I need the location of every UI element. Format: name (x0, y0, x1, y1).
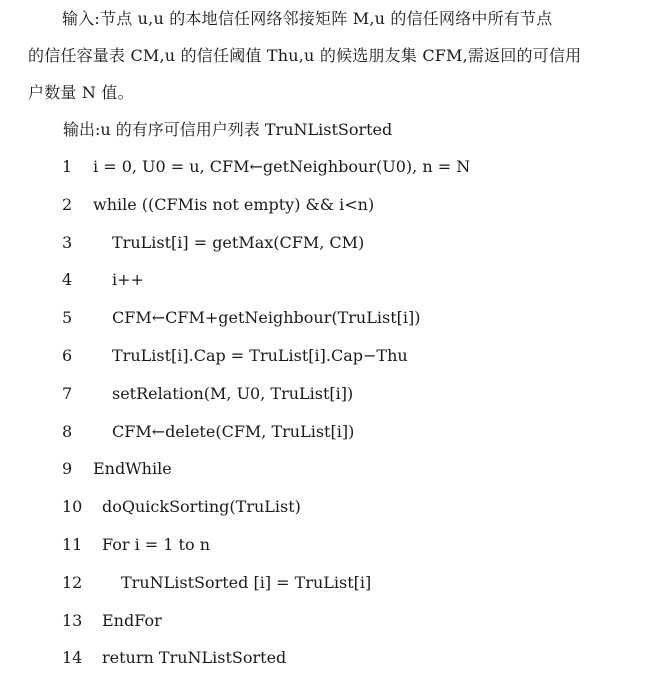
step-number: 11 (62, 534, 83, 554)
algorithm-step (0, 303, 662, 341)
step-number: 2 (62, 194, 73, 214)
input-line-3: 户数量 N 值。 (28, 83, 134, 102)
algorithm-step (0, 190, 662, 228)
algorithm-step (0, 530, 662, 568)
step-number: 3 (62, 232, 73, 252)
step-number: 13 (62, 610, 83, 630)
step-number: 8 (62, 421, 73, 441)
step-code: while ((CFMis not empty) && i<n) (93, 194, 375, 214)
algorithm-steps (0, 152, 662, 681)
algorithm-step (0, 265, 662, 303)
algorithm-step (0, 643, 662, 681)
step-number: 4 (62, 270, 73, 290)
step-code: i = 0, U0 = u, CFM←getNeighbour(U0), n = N (93, 157, 471, 176)
step-code: TruList[i] = getMax(CFM, CM) (112, 232, 365, 252)
output-description: 输出:u 的有序可信用户列表 TruNListSorted (63, 120, 393, 139)
step-number: 10 (62, 497, 83, 517)
algorithm-step (0, 341, 662, 379)
step-code: For i = 1 to n (102, 534, 211, 554)
algorithm-step (0, 454, 662, 492)
algorithm-step (0, 606, 662, 644)
step-code: doQuickSorting(TruList) (102, 497, 301, 517)
step-code: TruList[i].Cap = TruList[i].Cap−Thu (112, 345, 408, 365)
step-number: 7 (62, 383, 73, 403)
step-number: 5 (62, 308, 73, 328)
step-code: EndFor (102, 610, 162, 630)
algorithm-step (0, 228, 662, 266)
algorithm-step (0, 379, 662, 417)
step-number: 9 (62, 459, 73, 479)
step-number: 14 (62, 648, 83, 668)
input-line-1: 输入:节点 u,u 的本地信任网络邻接矩阵 M,u 的信任网络中所有节点 (62, 9, 553, 28)
input-description (28, 0, 640, 111)
step-number: 12 (62, 572, 83, 592)
input-line-2: 的信任容量表 CM,u 的信任阈值 Thu,u 的候选朋友集 CFM,需返回的可信用 (28, 46, 582, 65)
step-code: TruNListSorted [i] = TruList[i] (121, 572, 372, 592)
step-number: 1 (62, 157, 73, 176)
algorithm-step (0, 568, 662, 606)
step-code: CFM←CFM+getNeighbour(TruList[i]) (112, 308, 421, 328)
step-code: i++ (112, 270, 144, 290)
step-code: CFM←delete(CFM, TruList[i]) (112, 421, 355, 441)
algorithm-step (0, 417, 662, 455)
step-code: return TruNListSorted (102, 648, 287, 668)
algorithm-step (0, 492, 662, 530)
step-code: EndWhile (93, 459, 172, 479)
step-number: 6 (62, 345, 73, 365)
algorithm-step (0, 152, 662, 190)
step-code: setRelation(M, U0, TruList[i]) (112, 383, 354, 403)
